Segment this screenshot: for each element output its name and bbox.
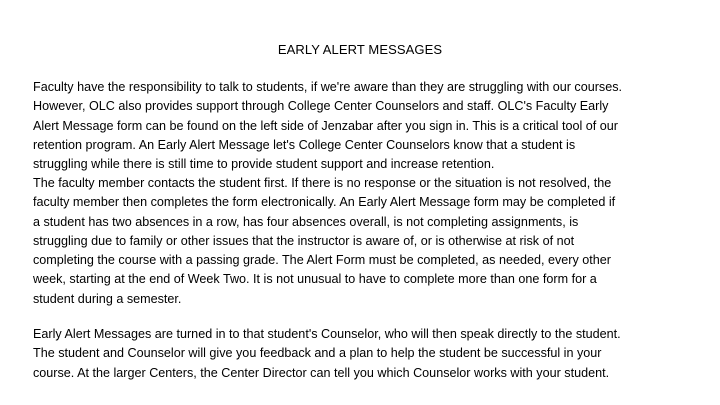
paragraph-counselor [33,325,693,383]
text-line: week, starting at the end of Week Two. It is not unusual to have to complete more than one form for a [33,272,597,287]
text-line: student during a semester. [33,291,182,306]
text-line: completing the course with a passing grade. The Alert Form must be completed, as needed, every other [33,253,611,268]
paragraph-procedure [33,174,693,309]
text-line: However, OLC also provides support through College Center Counselors and staff. OLC's Faculty Early [33,99,609,114]
text-line: The student and Counselor will give you feedback and a plan to help the student be successful in your [33,346,602,361]
text-line: struggling due to family or other issues that the instructor is aware of, or is otherwise at risk of not [33,233,575,248]
text-line: a student has two absences in a row, has four absences overall, is not completing assignments, is [33,214,579,229]
text-line: course. At the larger Centers, the Center Director can tell you which Counselor works with your student. [33,365,610,380]
text-line: The faculty member contacts the student first. If there is no response or the situation is not resolved, the [33,176,612,190]
paragraph-responsibility [33,78,693,174]
text-line: struggling while there is still time to provide student support and increase retention. [33,157,495,172]
text-line: Alert Message form can be found on the left side of Jenzabar after you sign in. This is a critical tool of our [33,118,618,133]
text-line: retention program. An Early Alert Message let's College Center Counselors know that a student is [33,137,576,152]
document-title: EARLY ALERT MESSAGES [277,42,443,57]
text-line: faculty member then completes the form electronically. An Early Alert Message form may be completed if [33,195,616,210]
text-line: Faculty have the responsibility to talk to students, if we're aware than they are struggling with our courses. [33,80,623,94]
text-line: Early Alert Messages are turned in to that student's Counselor, who will then speak directly to the student. [33,327,621,341]
